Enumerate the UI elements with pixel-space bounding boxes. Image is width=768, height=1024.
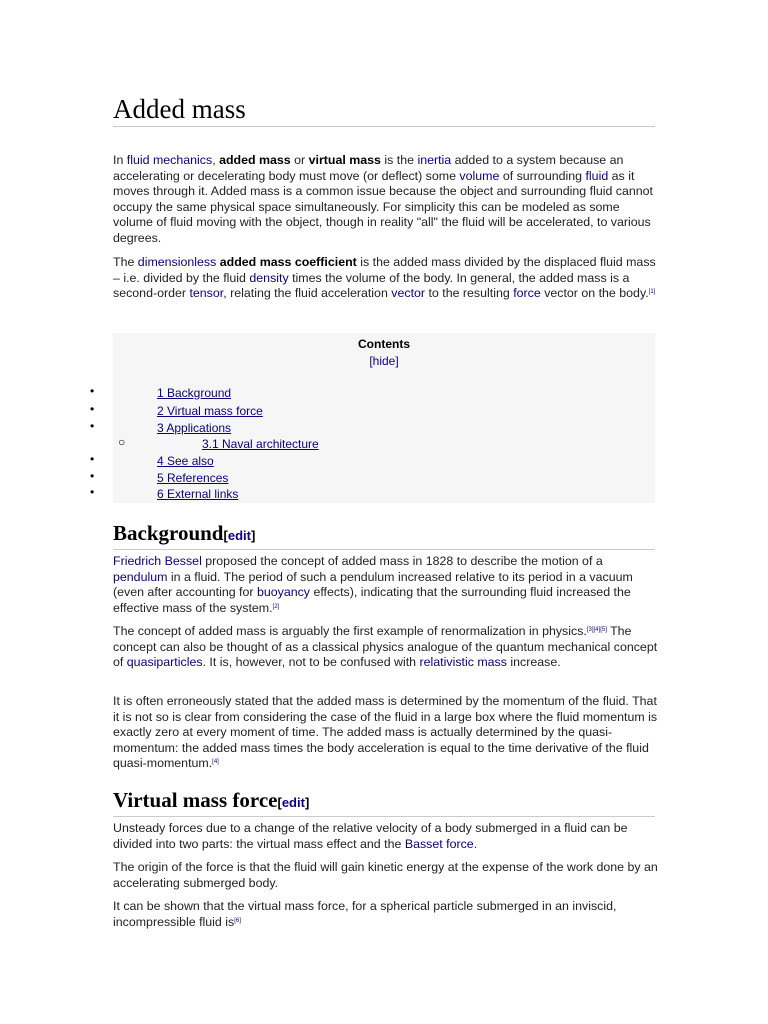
- text: or: [290, 153, 309, 167]
- link-pendulum[interactable]: pendulum: [113, 569, 168, 584]
- toc-link[interactable]: 6 External links: [157, 487, 239, 501]
- text: of surrounding: [499, 168, 586, 183]
- section-heading-background: [113, 520, 655, 550]
- text: Unsteady forces due to a change of the relative velocity of a body submerged in a fluid can be divided into two parts: the virtual mass effect and the: [113, 821, 628, 851]
- toc-hide-toggle: [113, 354, 655, 368]
- text: The concept can also be thought of as a classical physics analogue of the quantum mechanical concept of: [113, 624, 658, 670]
- bullet-icon: •: [90, 402, 95, 416]
- citation-4[interactable]: [4]: [212, 759, 219, 766]
- bullet-icon: •: [90, 452, 95, 466]
- toc-item-applications[interactable]: [157, 421, 231, 435]
- bold-added-mass-coefficient: added mass coefficient: [219, 255, 357, 269]
- heading-text: Background: [113, 521, 224, 545]
- text: The concept of added mass is arguably the first example of renormalization in physics.: [113, 624, 587, 638]
- intro-paragraph-2: [113, 255, 658, 302]
- citation-2[interactable]: [2]: [272, 603, 280, 610]
- bullet-icon: •: [90, 469, 95, 483]
- toc-link[interactable]: 1 Background: [157, 386, 232, 400]
- link-friedrich-bessel[interactable]: Friedrich Bessel: [113, 554, 202, 568]
- text: vector on the body.: [540, 286, 649, 301]
- text: added to a system because an accelerating or decelerating body must move (or deflect) some: [113, 153, 624, 183]
- text: .: [473, 836, 478, 851]
- bullet-icon: •: [90, 419, 95, 433]
- link-quasiparticles[interactable]: quasiparticles: [126, 655, 203, 670]
- page-title: Added mass: [113, 92, 655, 127]
- citation-6[interactable]: [6]: [234, 917, 241, 924]
- bracket: [: [277, 795, 282, 810]
- bullet-icon: •: [90, 384, 95, 398]
- link-inertia[interactable]: inertia: [417, 153, 452, 167]
- link-vector[interactable]: vector: [391, 286, 426, 301]
- heading-text: Virtual mass force: [113, 788, 278, 812]
- link-basset-force[interactable]: Basset force: [404, 836, 474, 851]
- intro-paragraph-1: [113, 153, 658, 247]
- text: In: [113, 153, 127, 167]
- bracket: ]: [304, 795, 310, 810]
- toc-link[interactable]: 5 References: [157, 471, 229, 485]
- bracket: ]: [250, 528, 256, 543]
- citation-3-4[interactable]: [3][4]: [586, 627, 601, 633]
- edit-link[interactable]: edit: [281, 795, 305, 810]
- text: to the resulting: [425, 286, 514, 301]
- text: , relating the fluid acceleration: [223, 286, 392, 301]
- toc-link[interactable]: 4 See also: [157, 454, 214, 468]
- circle-bullet-icon: ○: [118, 435, 126, 449]
- text: It is often erroneously stated that the added mass is determined by the momentum of the fluid. That it is not so is clear from considering the case of the fluid in a large box where the fluid momentum is exactly zero at every moment of time. The added mass is actually determined by the quasi-momentum: the added mass times the body acceleration is equal to the time derivative of the fluid quasi-momentum.: [113, 694, 658, 771]
- link-buoyancy[interactable]: buoyancy: [256, 585, 310, 600]
- toc-title: Contents: [358, 337, 410, 351]
- text: is the: [380, 153, 418, 167]
- toc-link[interactable]: 3 Applications: [157, 421, 232, 435]
- edit-section: [277, 795, 309, 810]
- link-tensor[interactable]: tensor: [189, 286, 224, 301]
- toc-link[interactable]: 3.1 Naval architecture: [202, 437, 319, 451]
- toc-item-background[interactable]: [157, 386, 231, 400]
- link-density[interactable]: density: [249, 270, 289, 285]
- text: proposed the concept of added mass in 1828 to describe the motion of a: [201, 554, 603, 568]
- link-fluid-mechanics[interactable]: fluid mechanics: [126, 153, 213, 167]
- text: in a fluid. The period of such a pendulum increased relative to its period in a vacuum (even after accounting for: [113, 569, 633, 600]
- text: effects), indicating that the surrounding fluid increased the effective mass of the system.: [113, 585, 631, 615]
- text: is the added mass divided by the displaced fluid mass – i.e. divided by the fluid: [113, 255, 656, 285]
- toc-item-references[interactable]: [157, 471, 228, 485]
- bold-virtual-mass: virtual mass: [308, 153, 381, 167]
- section-heading-virtual-mass-force: [113, 787, 655, 817]
- link-dimensionless[interactable]: dimensionless: [137, 255, 217, 269]
- text: times the volume of the body. In general, the added mass is a second-order: [113, 270, 630, 301]
- edit-link[interactable]: edit: [227, 528, 251, 543]
- toc-item-see-also[interactable]: [157, 454, 214, 468]
- link-fluid[interactable]: fluid: [585, 168, 609, 183]
- toc-item-naval-architecture[interactable]: [202, 437, 319, 451]
- text: increase.: [506, 655, 561, 670]
- link-force[interactable]: force: [513, 286, 541, 301]
- text: ,: [212, 153, 220, 167]
- bullet-icon: •: [90, 485, 95, 499]
- text: as it moves through it. Added mass is a common issue because the object and surrounding fluid cannot occupy the same physical space simultaneously. For simplicity this can be modeled as some volume of fluid moving with the object, though in reality "all" the fluid will be accelerated, to various degrees.: [113, 168, 653, 245]
- toc-link[interactable]: 2 Virtual mass force: [157, 404, 263, 418]
- background-paragraph-1: [113, 554, 658, 616]
- background-paragraph-2: [113, 624, 658, 671]
- background-paragraph-3: [113, 694, 658, 772]
- text: . It is, however, not to be confused with: [202, 655, 420, 670]
- toc-item-external-links[interactable]: [157, 487, 238, 501]
- toc-item-virtual-mass-force[interactable]: [157, 404, 263, 418]
- bold-added-mass: added mass: [219, 153, 291, 167]
- edit-section: [224, 528, 256, 543]
- link-volume[interactable]: volume: [459, 168, 500, 183]
- text: It can be shown that the virtual mass force, for a spherical particle submerged in an inviscid, incompressible fluid is: [113, 899, 617, 929]
- citation-5[interactable]: [5]: [600, 627, 607, 633]
- virtual-paragraph-1: [113, 821, 658, 852]
- text: The: [113, 255, 138, 269]
- link-relativistic-mass[interactable]: relativistic mass: [419, 655, 507, 670]
- virtual-paragraph-2: The origin of the force is that the fluid will gain kinetic energy at the expense of the work done by an accelerating submerged body.: [113, 860, 658, 890]
- virtual-paragraph-3: [113, 899, 658, 930]
- citation-1[interactable]: [1]: [648, 289, 656, 296]
- bracket: [: [223, 528, 228, 543]
- toc-hide-link[interactable]: [hide]: [369, 354, 399, 368]
